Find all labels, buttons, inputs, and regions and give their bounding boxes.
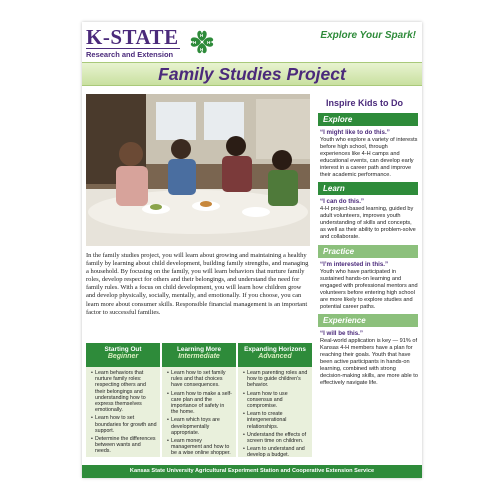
page-title: Family Studies Project: [158, 64, 346, 84]
list-item: • Learn to create intergenerational relationships.: [243, 411, 309, 430]
family-photo-illustration: [86, 94, 310, 246]
stage-intermediate: [162, 343, 236, 457]
list-item: • Learn how to set boundaries for growth and support.: [91, 415, 157, 434]
experience-bar: Experience: [318, 314, 418, 327]
stage-title: Expanding Horizons: [244, 346, 306, 353]
stage-list: [162, 367, 236, 457]
learn-bar: Learn: [318, 182, 418, 195]
stage-header: [86, 343, 160, 367]
list-item: • Learn parenting roles and how to guide children's behavior.: [243, 370, 309, 389]
tagline: Explore Your Spark!: [320, 30, 416, 41]
list-item: • Learn how to use consensus and compromise.: [243, 391, 309, 410]
svg-text:H: H: [200, 47, 204, 52]
stage-title: Learning More: [176, 346, 222, 353]
project-stages: [86, 343, 314, 457]
stage-list: [86, 367, 160, 455]
intro-paragraph: In the family studies project, you will learn about growing and maintaining a healthy family by learning about child development, building family strengths, and managing a household. By focusing on the family, you will learn behaviors that nurture family roles, develop respect for others and their belongings, and understand the need for family rules. With a focus on child development, you will learn how children grow and develop physically, socially, mentally, and emotionally. If you choose, you can learn more about consumer skills. Responsible financial management is an important factor to successful families.: [86, 252, 309, 316]
list-item: • Learn behaviors that nurture family roles: respecting others and their belongings and understanding how to express themselves emotionally.: [91, 370, 157, 413]
explore-quote: “I might like to do this.”: [320, 129, 390, 136]
svg-text:H: H: [200, 33, 204, 38]
experience-quote: “I will be this.”: [320, 330, 363, 338]
inspire-sidebar: [318, 98, 418, 387]
explore-text: Youth who explore a variety of interests before high school, through experiences like 4-H camps and educational events, can develop early interest in a career path and improve their academic performance.: [320, 137, 418, 178]
4h-clover-icon: [188, 28, 216, 56]
list-item: • Learn money management and how to be a wise online shopper.: [167, 438, 233, 457]
stage-level: Beginner: [107, 353, 139, 360]
practice-bar: Practice: [318, 245, 418, 258]
logo-subtitle: Research and Extension: [86, 48, 180, 59]
practice-text: Youth who have participated in sustained hands-on learning and engaged with professional mentors and volunteers before entering high school are more likely to explore studies and potential career paths.: [320, 268, 418, 310]
experience-text: Real-world application is key — 91% of Kansas 4-H members have a plan for reaching their goals. Youth that have been active participants in hands-on learning, combined with strong decision-making skills, are more able to effectively navigate life.: [320, 338, 418, 386]
practice-quote: “I’m interested in this.”: [320, 260, 389, 268]
learn-text: 4-H project-based learning, guided by adult volunteers, improves youth understanding of skills and concepts, as well as their ability to problem-solve and collaborate.: [320, 206, 416, 241]
title-bar: [82, 62, 422, 86]
flyer-sheet: [82, 22, 422, 478]
list-item: • Determine the differences between wants and needs.: [91, 436, 157, 455]
sidebar-heading: Inspire Kids to Do: [326, 98, 404, 108]
list-item: • Learn to understand and develop a budget.: [243, 446, 309, 458]
logo-name: K-STATE: [86, 25, 179, 49]
learn-quote: “I can do this.”: [320, 198, 365, 206]
family-dinner-photo: [86, 94, 310, 246]
svg-text:H: H: [193, 40, 197, 45]
stage-header: [238, 343, 312, 367]
kstate-logo: [86, 27, 180, 59]
footer-bar: Kansas State University Agricultural Experiment Station and Cooperative Extension Service: [82, 465, 422, 478]
stage-title: Starting Out: [104, 346, 142, 353]
stage-level: Advanced: [258, 353, 292, 360]
stage-level: Intermediate: [178, 353, 220, 360]
list-item: • Learn which toys are developmentally appropriate.: [167, 417, 233, 436]
stage-advanced: [238, 343, 312, 457]
list-item: • Understand the effects of screen time on children.: [243, 432, 309, 444]
explore-bar: Explore: [318, 113, 418, 126]
list-item: • Learn how to set family rules and that choices have consequences.: [167, 370, 233, 389]
stage-header: [162, 343, 236, 367]
stage-beginner: [86, 343, 160, 457]
stage-list: [238, 367, 312, 459]
svg-text:H: H: [207, 40, 211, 45]
list-item: • Learn how to make a self-care plan and the importance of safety in the home.: [167, 391, 233, 416]
